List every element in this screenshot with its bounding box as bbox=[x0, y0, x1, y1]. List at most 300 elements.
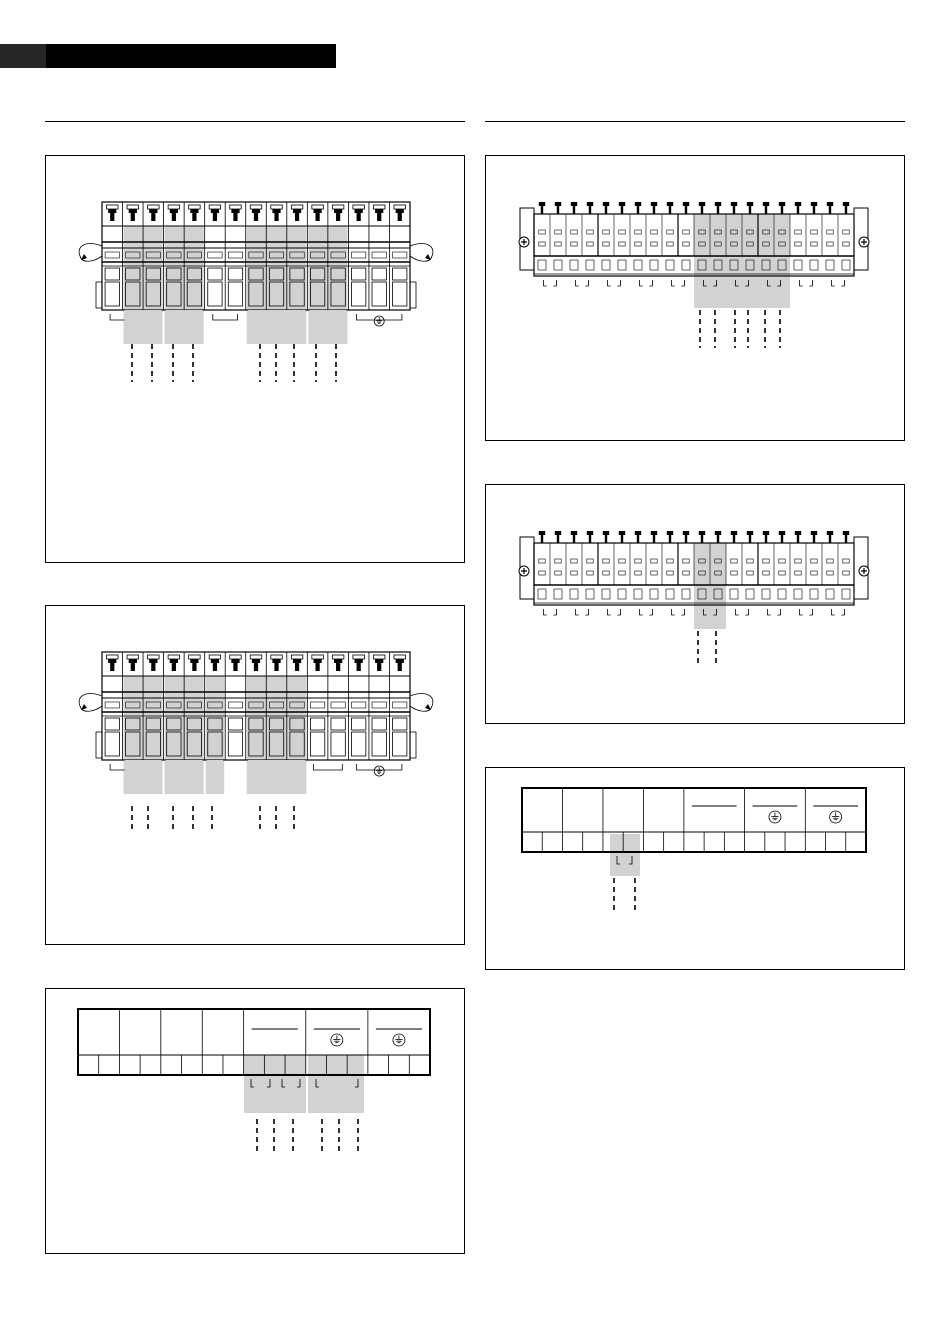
contact-window bbox=[393, 702, 407, 708]
clamp-cap bbox=[250, 655, 261, 659]
terminal-clamp-icon bbox=[635, 531, 641, 543]
terminal-clamp-icon bbox=[129, 658, 137, 671]
contact-window bbox=[208, 252, 222, 258]
clamp-cap bbox=[312, 655, 323, 659]
terminal-clamp-icon bbox=[190, 658, 198, 671]
figure-panel-f bbox=[485, 767, 905, 970]
clamp-cap bbox=[312, 205, 323, 209]
clamp-cap bbox=[230, 205, 241, 209]
contact-window bbox=[795, 571, 801, 575]
terminal-clamp-icon bbox=[651, 202, 657, 214]
side-clip-right bbox=[410, 732, 416, 758]
contact-window bbox=[827, 230, 833, 234]
wire-entry bbox=[794, 589, 802, 599]
terminal-clamp-icon bbox=[231, 208, 239, 221]
wire-entry bbox=[682, 260, 690, 270]
figure-panel-e bbox=[485, 484, 905, 724]
contact-window bbox=[555, 571, 561, 575]
terminal-clamp-icon bbox=[313, 658, 321, 671]
wire-entry bbox=[730, 589, 738, 599]
terminal-marker bbox=[800, 609, 803, 615]
contact-window bbox=[779, 559, 785, 563]
section-rule-right bbox=[485, 121, 905, 122]
screw-icon bbox=[859, 566, 869, 576]
terminal-block-frame bbox=[522, 788, 866, 852]
terminal-marker bbox=[585, 280, 588, 286]
wire-entry bbox=[810, 260, 818, 270]
contact-window bbox=[731, 571, 737, 575]
ground-symbol-icon bbox=[374, 316, 384, 326]
highlight-zone bbox=[244, 1055, 306, 1113]
contact-window bbox=[372, 252, 386, 258]
terminal-clamp-icon bbox=[539, 202, 545, 214]
highlight-zone-tail bbox=[248, 310, 306, 344]
terminal-clamp-icon bbox=[811, 531, 817, 543]
wire-entry bbox=[842, 260, 850, 270]
terminal-marker bbox=[608, 280, 611, 286]
contact-window bbox=[667, 571, 673, 575]
contact-window bbox=[351, 252, 365, 258]
wire-entry bbox=[228, 282, 242, 306]
terminal-marker bbox=[777, 609, 780, 615]
terminal-marker bbox=[800, 280, 803, 286]
terminal-clamp-icon bbox=[603, 531, 609, 543]
terminal-clamp-icon bbox=[252, 658, 260, 671]
contact-window bbox=[619, 242, 625, 246]
terminal-rail-diagram-e bbox=[486, 485, 906, 725]
wire-entry bbox=[105, 732, 119, 756]
contact-window bbox=[228, 702, 242, 708]
wire-entry bbox=[650, 260, 658, 270]
terminal-marker bbox=[553, 609, 556, 615]
terminal-clamp-icon bbox=[683, 531, 689, 543]
clamp-cap bbox=[127, 655, 138, 659]
contact-window bbox=[683, 559, 689, 563]
terminal-clamp-icon bbox=[619, 202, 625, 214]
section-rule-left bbox=[45, 121, 465, 122]
contact-window bbox=[571, 242, 577, 246]
contact-window bbox=[635, 230, 641, 234]
terminal-marker bbox=[585, 609, 588, 615]
terminal-marker bbox=[832, 609, 835, 615]
contact-window bbox=[779, 571, 785, 575]
group-bracket bbox=[313, 764, 342, 770]
terminal-clamp-icon bbox=[587, 202, 593, 214]
terminal-clamp-icon bbox=[779, 202, 785, 214]
clamp-cap bbox=[148, 205, 159, 209]
highlight-zone-tail bbox=[125, 310, 162, 344]
ground-symbol-icon bbox=[374, 766, 384, 776]
terminal-clamp-icon bbox=[252, 208, 260, 221]
terminal-marker bbox=[745, 609, 748, 615]
contact-window bbox=[539, 242, 545, 246]
terminal-marker bbox=[576, 609, 579, 615]
clamp-cap bbox=[209, 655, 220, 659]
contact-window bbox=[539, 230, 545, 234]
wire-entry bbox=[393, 732, 407, 756]
clamp-cap bbox=[353, 205, 364, 209]
wire-entry bbox=[538, 589, 546, 599]
wire-slot bbox=[228, 718, 242, 730]
clamp-cap bbox=[250, 205, 261, 209]
wire-entry bbox=[762, 589, 770, 599]
figure-panel-d bbox=[485, 155, 905, 441]
terminal-marker bbox=[553, 280, 556, 286]
wire-entry bbox=[666, 589, 674, 599]
contact-window bbox=[683, 571, 689, 575]
contact-window bbox=[619, 571, 625, 575]
wire-entry bbox=[372, 282, 386, 306]
clamp-cap bbox=[148, 655, 159, 659]
clamp-cap bbox=[230, 655, 241, 659]
wire-entry bbox=[570, 589, 578, 599]
side-clip-left bbox=[96, 282, 102, 308]
terminal-clamp-icon bbox=[747, 531, 753, 543]
wire-entry bbox=[310, 732, 324, 756]
wire-entry bbox=[634, 589, 642, 599]
terminal-clamp-icon bbox=[231, 658, 239, 671]
contact-window bbox=[619, 559, 625, 563]
terminal-clamp-icon bbox=[170, 208, 178, 221]
terminal-rail-diagram-d bbox=[486, 156, 906, 442]
terminal-clamp-icon bbox=[843, 531, 849, 543]
contact-window bbox=[372, 702, 386, 708]
terminal-clamp-icon bbox=[539, 531, 545, 543]
terminal-clamp-icon bbox=[843, 202, 849, 214]
clamp-cap bbox=[291, 205, 302, 209]
terminal-clamp-icon bbox=[635, 202, 641, 214]
figure-panel-c bbox=[45, 988, 465, 1254]
ground-symbol-icon bbox=[830, 811, 842, 823]
contact-window bbox=[747, 571, 753, 575]
terminal-marker bbox=[736, 609, 739, 615]
clamp-cap bbox=[107, 205, 118, 209]
terminal-clamp-icon bbox=[571, 202, 577, 214]
contact-window bbox=[731, 559, 737, 563]
contact-window bbox=[539, 559, 545, 563]
wire-slot bbox=[331, 718, 345, 730]
highlight-zone-tail bbox=[166, 310, 203, 344]
wire-slot bbox=[372, 718, 386, 730]
contact-window bbox=[571, 559, 577, 563]
terminal-clamp-icon bbox=[619, 531, 625, 543]
clamp-cap bbox=[332, 655, 343, 659]
terminal-clamp-icon bbox=[129, 208, 137, 221]
clamp-cap bbox=[332, 205, 343, 209]
highlight-zone-tail bbox=[248, 760, 306, 794]
terminal-clamp-icon bbox=[211, 208, 219, 221]
wire-entry bbox=[618, 260, 626, 270]
contact-window bbox=[667, 559, 673, 563]
group-bracket bbox=[213, 314, 238, 320]
contact-window bbox=[795, 230, 801, 234]
contact-window bbox=[651, 242, 657, 246]
wire-entry bbox=[331, 732, 345, 756]
wire-slot bbox=[393, 268, 407, 280]
terminal-marker bbox=[649, 609, 652, 615]
terminal-clamp-icon bbox=[334, 208, 342, 221]
terminal-marker bbox=[809, 609, 812, 615]
terminal-clamp-icon bbox=[715, 531, 721, 543]
contact-window bbox=[651, 230, 657, 234]
terminal-clamp-icon bbox=[375, 208, 383, 221]
wire-entry bbox=[842, 589, 850, 599]
mount-ear-pin bbox=[81, 254, 87, 260]
wire-entry bbox=[554, 260, 562, 270]
contact-window bbox=[667, 230, 673, 234]
wire-slot bbox=[351, 268, 365, 280]
contact-window bbox=[351, 702, 365, 708]
terminal-clamp-icon bbox=[683, 202, 689, 214]
wire-entry bbox=[826, 260, 834, 270]
terminal-clamp-icon bbox=[699, 531, 705, 543]
terminal-clamp-icon bbox=[795, 531, 801, 543]
terminal-clamp-icon bbox=[272, 658, 280, 671]
contact-window bbox=[571, 571, 577, 575]
wire-entry bbox=[682, 589, 690, 599]
clamp-cap bbox=[168, 205, 179, 209]
terminal-marker bbox=[640, 280, 643, 286]
ground-symbol-icon bbox=[769, 811, 781, 823]
terminal-clamp-icon bbox=[149, 208, 157, 221]
clamp-cap bbox=[291, 655, 302, 659]
terminal-clamp-icon bbox=[108, 208, 116, 221]
contact-window bbox=[105, 702, 119, 708]
ground-symbol-icon bbox=[393, 1034, 405, 1046]
clamp-cap bbox=[209, 205, 220, 209]
clamp-cap bbox=[394, 655, 405, 659]
wire-slot bbox=[105, 268, 119, 280]
contact-window bbox=[811, 242, 817, 246]
wire-slot bbox=[310, 718, 324, 730]
wire-entry bbox=[618, 589, 626, 599]
clamp-cap bbox=[353, 655, 364, 659]
screw-icon bbox=[519, 237, 529, 247]
contact-window bbox=[843, 559, 849, 563]
highlight-zone-tail bbox=[125, 760, 162, 794]
terminal-clamp-icon bbox=[827, 202, 833, 214]
terminal-clamp-icon bbox=[667, 531, 673, 543]
contact-window bbox=[651, 559, 657, 563]
mount-ear-pin bbox=[425, 254, 431, 260]
side-clip-left bbox=[96, 732, 102, 758]
wire-entry bbox=[554, 589, 562, 599]
terminal-marker bbox=[576, 280, 579, 286]
wire-entry bbox=[570, 260, 578, 270]
terminal-strip-diagram-a bbox=[46, 156, 466, 564]
terminal-clamp-icon bbox=[396, 658, 404, 671]
wire-slot bbox=[351, 718, 365, 730]
wire-slot bbox=[393, 718, 407, 730]
wire-entry bbox=[538, 260, 546, 270]
terminal-clamp-icon bbox=[149, 658, 157, 671]
highlight-zone-tail bbox=[166, 760, 203, 794]
contact-window bbox=[603, 559, 609, 563]
terminal-strip-diagram-b bbox=[46, 606, 466, 946]
wire-entry bbox=[208, 282, 222, 306]
contact-window bbox=[683, 242, 689, 246]
contact-window bbox=[603, 571, 609, 575]
contact-window bbox=[619, 230, 625, 234]
contact-window bbox=[393, 252, 407, 258]
contact-window bbox=[555, 559, 561, 563]
contact-window bbox=[331, 702, 345, 708]
wire-entry bbox=[586, 589, 594, 599]
terminal-clamp-icon bbox=[699, 202, 705, 214]
contact-window bbox=[310, 702, 324, 708]
clamp-cap bbox=[107, 655, 118, 659]
contact-window bbox=[228, 252, 242, 258]
mount-ear-pin bbox=[425, 704, 431, 710]
contact-window bbox=[651, 571, 657, 575]
terminal-clamp-icon bbox=[555, 202, 561, 214]
terminal-clamp-icon bbox=[170, 658, 178, 671]
contact-window bbox=[843, 571, 849, 575]
terminal-clamp-icon bbox=[355, 208, 363, 221]
terminal-marker bbox=[768, 609, 771, 615]
wire-slot bbox=[372, 268, 386, 280]
wire-entry bbox=[393, 282, 407, 306]
wire-entry bbox=[746, 589, 754, 599]
terminal-clamp-icon bbox=[272, 208, 280, 221]
wire-entry bbox=[351, 282, 365, 306]
screw-icon bbox=[859, 237, 869, 247]
contact-window bbox=[795, 559, 801, 563]
terminal-clamp-icon bbox=[375, 658, 383, 671]
wire-entry bbox=[372, 732, 386, 756]
clamp-cap bbox=[168, 655, 179, 659]
terminal-marker bbox=[841, 280, 844, 286]
terminal-clamp-icon bbox=[396, 208, 404, 221]
terminal-clamp-icon bbox=[827, 531, 833, 543]
terminal-marker bbox=[672, 609, 675, 615]
contact-window bbox=[587, 230, 593, 234]
wire-entry bbox=[634, 260, 642, 270]
clamp-cap bbox=[394, 205, 405, 209]
contact-window bbox=[843, 242, 849, 246]
contact-window bbox=[555, 230, 561, 234]
contact-window bbox=[811, 571, 817, 575]
wire-entry bbox=[810, 589, 818, 599]
terminal-clamp-icon bbox=[715, 202, 721, 214]
contact-window bbox=[635, 571, 641, 575]
terminal-marker bbox=[617, 609, 620, 615]
clamp-cap bbox=[189, 205, 200, 209]
terminal-clamp-icon bbox=[811, 202, 817, 214]
mount-ear-pin bbox=[81, 704, 87, 710]
terminal-clamp-icon bbox=[555, 531, 561, 543]
wire-slot bbox=[228, 268, 242, 280]
contact-window bbox=[827, 571, 833, 575]
contact-window bbox=[555, 242, 561, 246]
contact-window bbox=[539, 571, 545, 575]
wire-entry bbox=[826, 589, 834, 599]
contact-window bbox=[763, 571, 769, 575]
wire-entry bbox=[602, 589, 610, 599]
contact-window bbox=[827, 559, 833, 563]
terminal-marker bbox=[608, 609, 611, 615]
contact-window bbox=[603, 242, 609, 246]
clamp-cap bbox=[373, 205, 384, 209]
contact-window bbox=[587, 571, 593, 575]
contact-window bbox=[683, 230, 689, 234]
contact-window bbox=[763, 559, 769, 563]
wire-entry bbox=[228, 732, 242, 756]
terminal-clamp-icon bbox=[747, 202, 753, 214]
terminal-block-schematic-c bbox=[46, 989, 466, 1255]
contact-window bbox=[747, 559, 753, 563]
wire-entry bbox=[105, 282, 119, 306]
wire-entry bbox=[351, 732, 365, 756]
clamp-cap bbox=[271, 205, 282, 209]
contact-window bbox=[843, 230, 849, 234]
terminal-clamp-icon bbox=[334, 658, 342, 671]
contact-window bbox=[795, 242, 801, 246]
contact-window bbox=[811, 559, 817, 563]
contact-window bbox=[105, 252, 119, 258]
terminal-marker bbox=[672, 280, 675, 286]
terminal-marker bbox=[832, 280, 835, 286]
contact-window bbox=[811, 230, 817, 234]
screw-icon bbox=[519, 566, 529, 576]
header-bar-accent bbox=[0, 44, 46, 68]
terminal-clamp-icon bbox=[108, 658, 116, 671]
wire-slot bbox=[105, 718, 119, 730]
contact-window bbox=[587, 559, 593, 563]
terminal-marker bbox=[809, 280, 812, 286]
highlight-zone-tail bbox=[207, 760, 224, 794]
clamp-cap bbox=[271, 655, 282, 659]
terminal-clamp-icon bbox=[795, 202, 801, 214]
wire-entry bbox=[602, 260, 610, 270]
terminal-clamp-icon bbox=[763, 202, 769, 214]
terminal-clamp-icon bbox=[731, 202, 737, 214]
terminal-clamp-icon bbox=[603, 202, 609, 214]
terminal-clamp-icon bbox=[293, 658, 301, 671]
side-clip-right bbox=[410, 282, 416, 308]
wire-entry bbox=[778, 589, 786, 599]
wire-entry bbox=[666, 260, 674, 270]
contact-window bbox=[667, 242, 673, 246]
contact-window bbox=[571, 230, 577, 234]
contact-window bbox=[635, 559, 641, 563]
contact-window bbox=[587, 242, 593, 246]
terminal-clamp-icon bbox=[587, 531, 593, 543]
terminal-clamp-icon bbox=[779, 531, 785, 543]
terminal-marker bbox=[649, 280, 652, 286]
terminal-clamp-icon bbox=[211, 658, 219, 671]
contact-window bbox=[827, 242, 833, 246]
header-bar bbox=[0, 44, 336, 68]
highlight-zone bbox=[610, 834, 640, 876]
clamp-cap bbox=[127, 205, 138, 209]
wire-slot bbox=[208, 268, 222, 280]
figure-panel-b bbox=[45, 605, 465, 945]
terminal-clamp-icon bbox=[571, 531, 577, 543]
highlight-zone-tail bbox=[309, 310, 346, 344]
terminal-clamp-icon bbox=[651, 531, 657, 543]
wire-entry bbox=[794, 260, 802, 270]
terminal-marker bbox=[681, 280, 684, 286]
terminal-marker bbox=[617, 280, 620, 286]
clamp-cap bbox=[373, 655, 384, 659]
clamp-cap bbox=[189, 655, 200, 659]
terminal-block-schematic-f bbox=[486, 768, 906, 971]
wire-entry bbox=[586, 260, 594, 270]
ground-symbol-icon bbox=[331, 1034, 343, 1046]
contact-window bbox=[635, 242, 641, 246]
terminal-marker bbox=[841, 609, 844, 615]
